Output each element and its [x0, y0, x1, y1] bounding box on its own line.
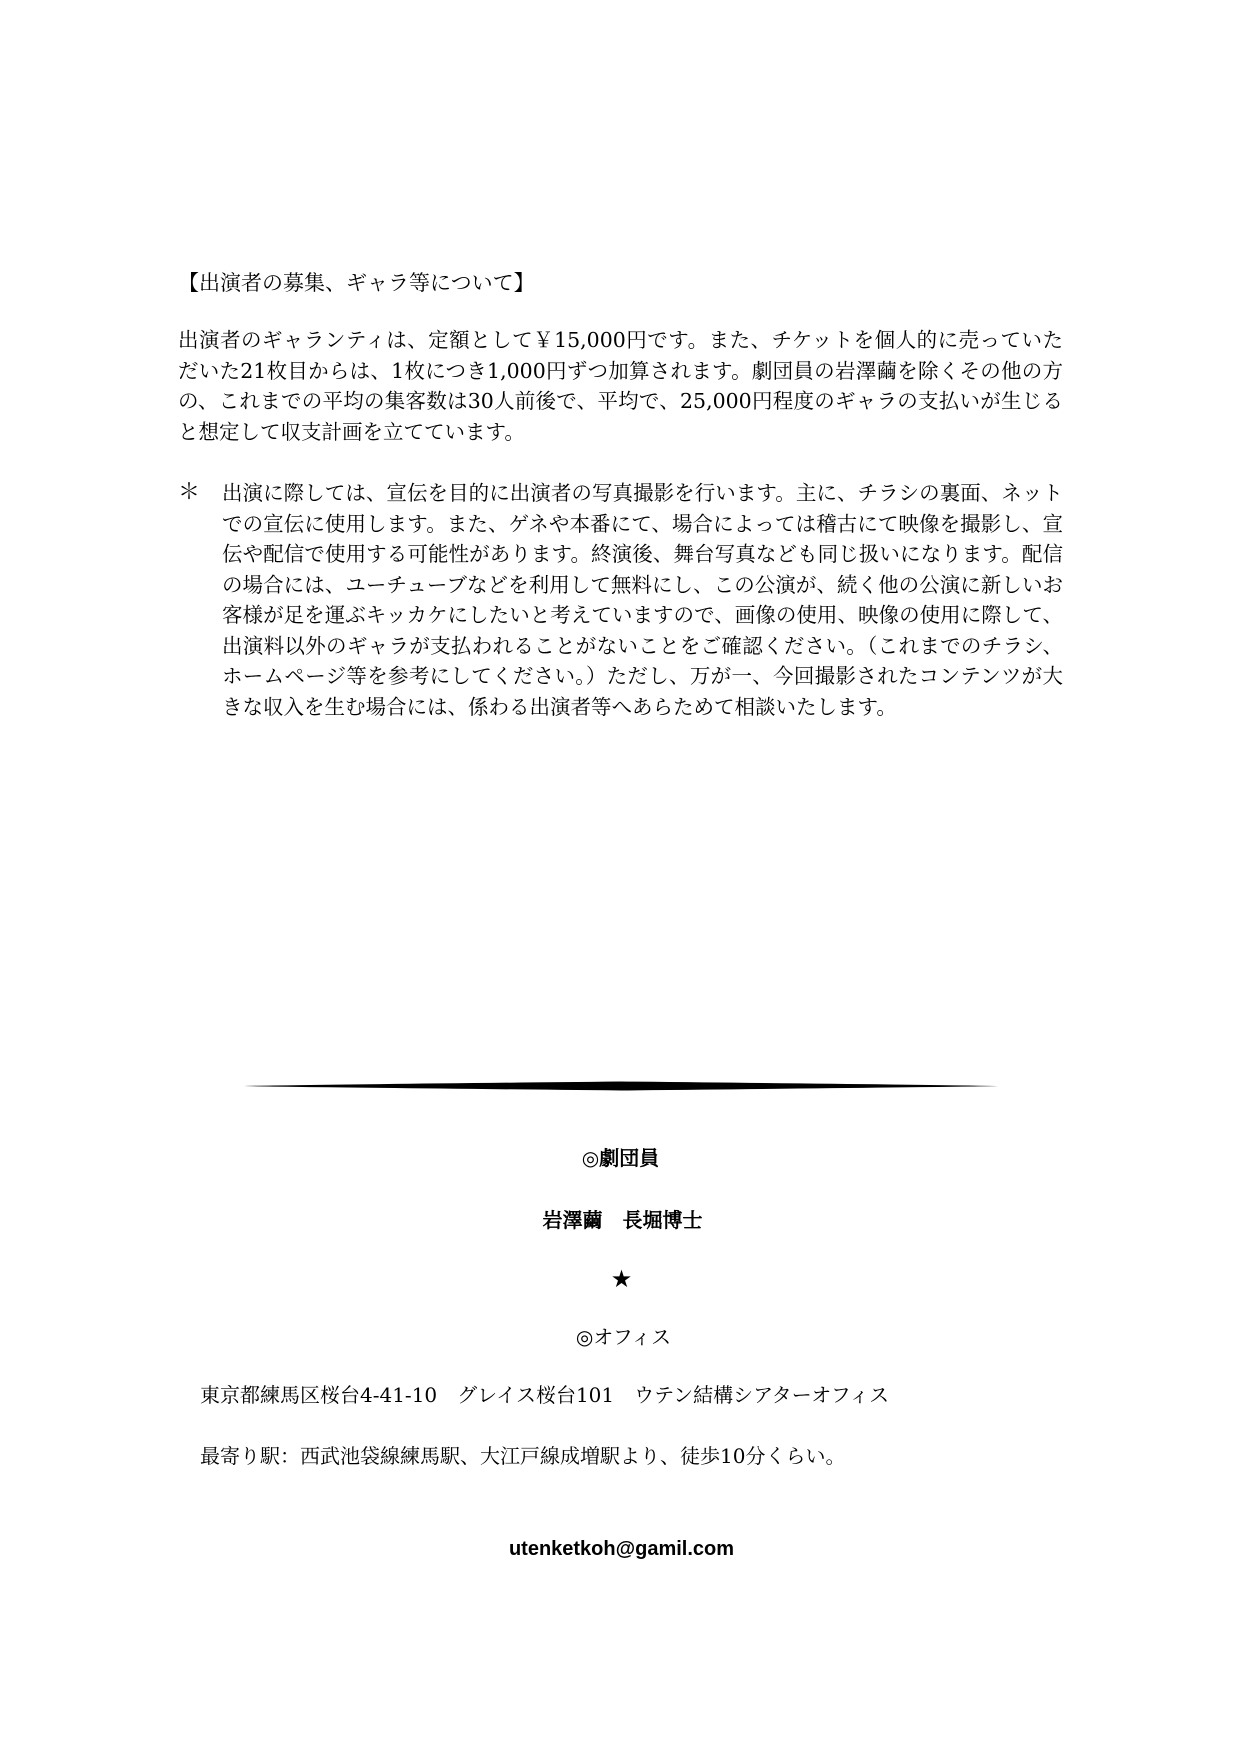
horizontal-divider	[244, 1081, 998, 1091]
nearest-station: 最寄り駅：西武池袋線練馬駅、大江戸線成増駅より、徒歩10分くらい。	[200, 1444, 846, 1468]
members-names: 岩澤繭 長堀博士	[542, 1208, 703, 1232]
members-heading: ◎劇団員	[581, 1146, 660, 1170]
office-heading: ◎オフィス	[575, 1325, 672, 1349]
office-address: 東京都練馬区桜台4-41-10 グレイス桜台101 ウテン結構シアターオフィス	[200, 1383, 890, 1407]
section-heading: 【出演者の募集、ギャラ等について】	[178, 271, 535, 295]
guarantee-paragraph: 出演者のギャランティは、定額として￥15,000円です。また、チケットを個人的に売っていただいた21枚目からは、1枚につき1,000円ずつ加算されます。劇団員の岩澤繭を除くその他の方の、これまでの平均の集客数は30人前後で、平均で、25,000円程度のギャラの支払いが生じると想定して収支計画を立てています。	[178, 328, 1063, 444]
note-asterisk: ＊	[178, 480, 201, 505]
contact-email: utenketkoh@gamil.com	[508, 1538, 735, 1560]
star-icon: ★	[610, 1265, 633, 1293]
note-text: 出演に際しては、宣伝を目的に出演者の写真撮影を行います。主に、チラシの裏面、ネットでの宣伝に使用します。また、ゲネや本番にて、場合によっては稽古にて映像を撮影し、宣伝や配信で使用する可能性があります。終演後、舞台写真なども同じ扱いになります。配信の場合には、ユーチューブなどを利用して無料にし、この公演が、続く他の公演に新しいお客様が足を運ぶキッカケにしたいと考えていますので、画像の使用、映像の使用に際して、出演料以外のギャラが支払われることがないことをご確認ください。（これまでのチラシ、ホームページ等を参考にしてください。）ただし、万が一、今回撮影されたコンテンツが大きな収入を生む場合には、係わる出演者等へあらためて相談いたします。	[222, 481, 1063, 719]
